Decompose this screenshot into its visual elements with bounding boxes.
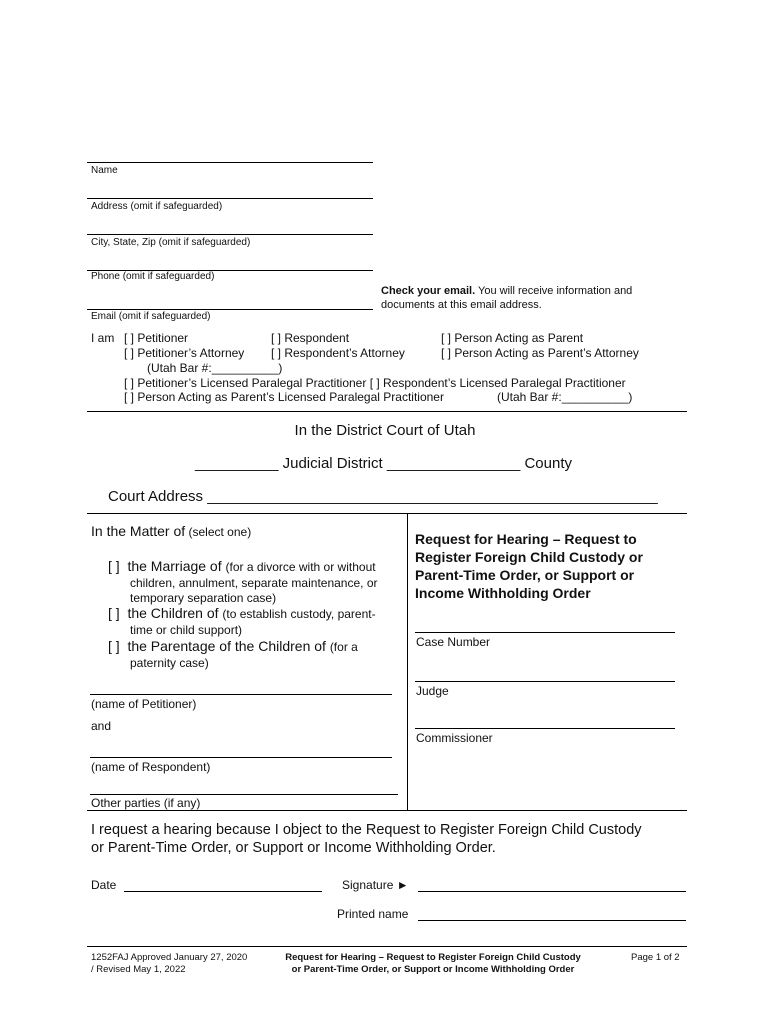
marriage-note-2: children, annulment, separate maintenance, or: [130, 576, 378, 590]
email-note-line2: documents at this email address.: [381, 299, 542, 311]
email-note: [381, 284, 632, 312]
children-note-2: time or child support): [130, 623, 243, 637]
matter-heading: [91, 523, 251, 539]
children-label: the Children of: [127, 605, 219, 621]
marriage-note-3: temporary separation case): [130, 591, 277, 605]
form-title-line-4: Income Withholding Order: [415, 585, 591, 601]
address-label: Address (omit if safeguarded): [91, 201, 223, 212]
footer-form-id-line-1: 1252FAJ Approved January 27, 2020: [91, 952, 248, 963]
printed-name-line[interactable]: [418, 920, 686, 921]
checkbox-respondent-attorney[interactable]: [ ] Respondent’s Attorney: [271, 346, 405, 360]
city-line[interactable]: [87, 234, 373, 235]
matter-heading-text: In the Matter of: [91, 523, 186, 539]
email-label: Email (omit if safeguarded): [91, 311, 211, 322]
parentage-checkbox[interactable]: [ ]: [108, 638, 120, 654]
caption-bottom-border: [87, 810, 687, 811]
i-am-label: I am: [91, 331, 115, 345]
date-label: Date: [91, 878, 117, 892]
utah-bar-field-2[interactable]: (Utah Bar #:__________): [497, 390, 633, 404]
marriage-note-1: (for a divorce with or without: [225, 560, 376, 574]
city-label: City, State, Zip (omit if safeguarded): [91, 237, 251, 248]
footer-form-id-line-2: / Revised May 1, 2022: [91, 964, 186, 975]
petitioner-name-label: (name of Petitioner): [91, 697, 197, 711]
court-address-label: Court Address: [108, 488, 204, 505]
matter-heading-note: (select one): [185, 525, 252, 539]
caption-top-border: [87, 513, 687, 514]
checkbox-lpp-line[interactable]: [ ] Petitioner’s Licensed Paralegal Practitioner [ ] Respondent’s Licensed Paralegal Practitioner: [124, 376, 626, 390]
form-title: [415, 530, 643, 602]
parentage-note-2: paternity case): [130, 656, 209, 670]
option-marriage[interactable]: [108, 558, 408, 606]
footer-title: [263, 952, 603, 976]
court-title: In the District Court of Utah: [294, 422, 476, 439]
parentage-label: the Parentage of the Children of: [127, 638, 326, 654]
form-title-line-3: Parent-Time Order, or Support or: [415, 567, 635, 583]
signature-line[interactable]: [418, 891, 686, 892]
checkbox-respondent[interactable]: [ ] Respondent: [271, 331, 350, 345]
children-note-1: (to establish custody, parent-: [222, 607, 376, 621]
section-divider: [87, 411, 687, 412]
address-line[interactable]: [87, 198, 373, 199]
judicial-district-label: Judicial District: [282, 455, 383, 472]
and-label: and: [91, 719, 112, 733]
other-parties-line[interactable]: [90, 794, 398, 795]
date-line[interactable]: [124, 891, 322, 892]
respondent-name-line[interactable]: [90, 757, 392, 758]
footer-title-line-1: Request for Hearing – Request to Register Foreign Child Custody: [285, 952, 581, 963]
district-blank[interactable]: __________: [195, 455, 279, 472]
phone-label: Phone (omit if safeguarded): [91, 271, 215, 282]
signature-label: Signature ►: [342, 878, 409, 892]
email-note-line1: You will receive information and: [475, 285, 633, 297]
email-line[interactable]: [87, 309, 373, 310]
footer-title-line-2: or Parent-Time Order, or Support or Income Withholding Order: [291, 964, 575, 975]
printed-name-label: Printed name: [337, 907, 409, 921]
form-title-line-1: Request for Hearing – Request to: [415, 531, 637, 547]
marriage-label: the Marriage of: [127, 558, 222, 574]
county-label: County: [524, 455, 572, 472]
children-checkbox[interactable]: [ ]: [108, 605, 120, 621]
form-title-line-2: Register Foreign Child Custody or: [415, 549, 643, 565]
option-parentage[interactable]: [108, 638, 408, 671]
case-number-label: Case Number: [416, 635, 491, 649]
utah-bar-field-1[interactable]: (Utah Bar #:__________): [147, 361, 283, 375]
email-note-bold: Check your email.: [381, 285, 476, 297]
respondent-name-label: (name of Respondent): [91, 760, 211, 774]
court-address-blank[interactable]: ______________________________________________________: [207, 488, 658, 505]
footer-page-number: Page 1 of 2: [631, 952, 680, 963]
request-statement: [91, 821, 642, 857]
judge-line[interactable]: [415, 681, 675, 682]
marriage-checkbox[interactable]: [ ]: [108, 558, 120, 574]
request-statement-line-1: I request a hearing because I object to the Request to Register Foreign Child Custody: [91, 822, 642, 838]
case-number-line[interactable]: [415, 632, 675, 633]
footer-divider: [87, 946, 687, 947]
district-line: [195, 455, 572, 472]
parentage-note-1: (for a: [329, 640, 358, 654]
court-address-row: [108, 488, 658, 505]
footer-form-id: [91, 952, 247, 976]
name-label: Name: [91, 165, 118, 176]
checkbox-person-attorney[interactable]: [ ] Person Acting as Parent’s Attorney: [441, 346, 639, 360]
county-blank[interactable]: ________________: [386, 455, 521, 472]
checkbox-petitioner[interactable]: [ ] Petitioner: [124, 331, 189, 345]
commissioner-line[interactable]: [415, 728, 675, 729]
other-parties-label: Other parties (if any): [91, 796, 201, 810]
option-children[interactable]: [108, 605, 408, 638]
petitioner-name-line[interactable]: [90, 694, 392, 695]
request-statement-line-2: or Parent-Time Order, or Support or Income Withholding Order.: [91, 840, 496, 856]
judge-label: Judge: [416, 684, 449, 698]
name-line[interactable]: [87, 162, 373, 163]
checkbox-person-lpp[interactable]: [ ] Person Acting as Parent’s Licensed Paralegal Practitioner: [124, 390, 444, 404]
commissioner-label: Commissioner: [416, 731, 493, 745]
checkbox-petitioner-attorney[interactable]: [ ] Petitioner’s Attorney: [124, 346, 245, 360]
checkbox-person-acting[interactable]: [ ] Person Acting as Parent: [441, 331, 584, 345]
